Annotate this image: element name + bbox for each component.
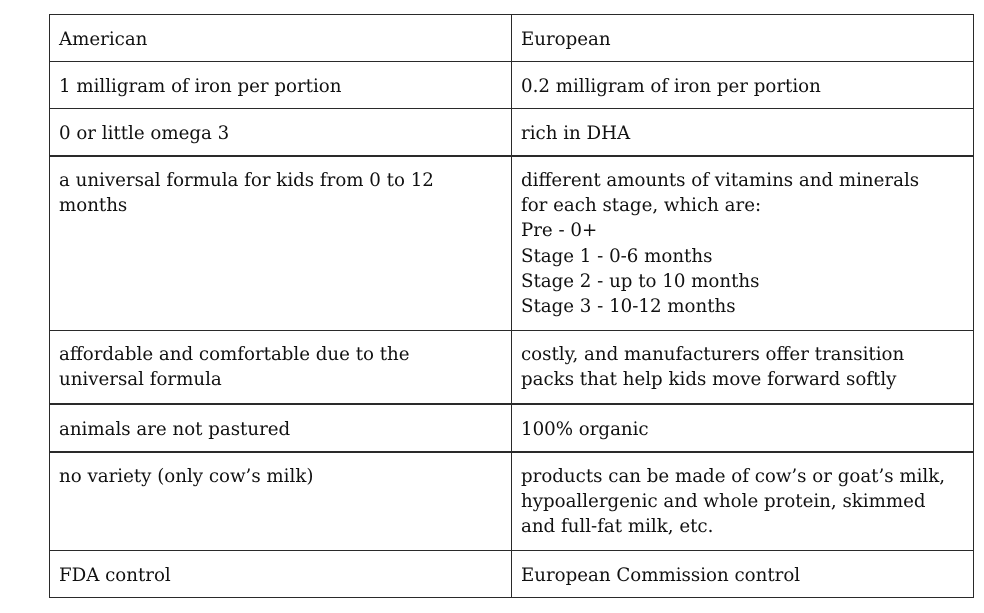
european-cell — [512, 15, 974, 62]
cell-text-line: animals are not pastured — [59, 419, 291, 440]
table-row — [50, 404, 974, 452]
american-cell — [50, 156, 512, 331]
table-row — [50, 551, 974, 598]
cell-text-line: a universal formula for kids from 0 to 12 — [59, 170, 434, 191]
american-cell — [50, 109, 512, 157]
cell-text-line: Stage 3 - 10-12 months — [521, 296, 736, 318]
cell-text-line: Stage 2 - up to 10 months — [521, 270, 760, 292]
table-row — [50, 452, 974, 551]
table-body — [50, 15, 974, 598]
cell-text-line: 1 milligram of iron per portion — [59, 76, 342, 97]
cell-text-line: packs that help kids move forward softly — [521, 369, 897, 391]
table-row — [50, 331, 974, 405]
cell-text-line: and full-fat milk, etc. — [521, 516, 714, 538]
american-cell — [50, 62, 512, 109]
cell-text-line: rich in DHA — [521, 123, 631, 144]
cell-text-line: Pre - 0+ — [521, 220, 598, 242]
cell-text-line: hypoallergenic and whole protein, skimmed — [521, 491, 926, 513]
cell-text-line: FDA control — [59, 565, 171, 586]
cell-text-line: affordable and comfortable due to the — [59, 344, 410, 365]
european-cell — [512, 62, 974, 109]
cell-text-line: 0 or little omega 3 — [59, 123, 230, 144]
american-cell — [50, 331, 512, 405]
cell-text-line: European Commission control — [521, 565, 801, 586]
cell-text-line: for each stage, which are: — [521, 195, 762, 217]
table-row — [50, 62, 974, 109]
american-cell — [50, 404, 512, 452]
european-cell — [512, 156, 974, 331]
table-row — [50, 156, 974, 331]
cell-text-line: European — [521, 29, 611, 50]
table-row — [50, 15, 974, 62]
european-cell — [512, 109, 974, 157]
cell-text-line: 0.2 milligram of iron per portion — [521, 76, 821, 97]
comparison-table — [49, 14, 974, 598]
cell-text-line: Stage 1 - 0-6 months — [521, 245, 713, 267]
american-cell — [50, 15, 512, 62]
american-cell — [50, 452, 512, 551]
cell-text-line: American — [59, 29, 148, 50]
cell-text-line: 100% organic — [521, 419, 649, 440]
european-cell — [512, 551, 974, 598]
cell-text-line: no variety (only cow’s milk) — [59, 466, 314, 487]
american-cell — [50, 551, 512, 598]
cell-text-line: months — [59, 195, 128, 217]
cell-text-line: products can be made of cow’s or goat’s milk, — [521, 466, 946, 487]
cell-text-line: different amounts of vitamins and minerals — [521, 170, 920, 191]
european-cell — [512, 404, 974, 452]
table-row — [50, 109, 974, 157]
cell-text-line: costly, and manufacturers offer transition — [521, 344, 905, 365]
cell-text-line: universal formula — [59, 369, 222, 391]
european-cell — [512, 331, 974, 405]
european-cell — [512, 452, 974, 551]
